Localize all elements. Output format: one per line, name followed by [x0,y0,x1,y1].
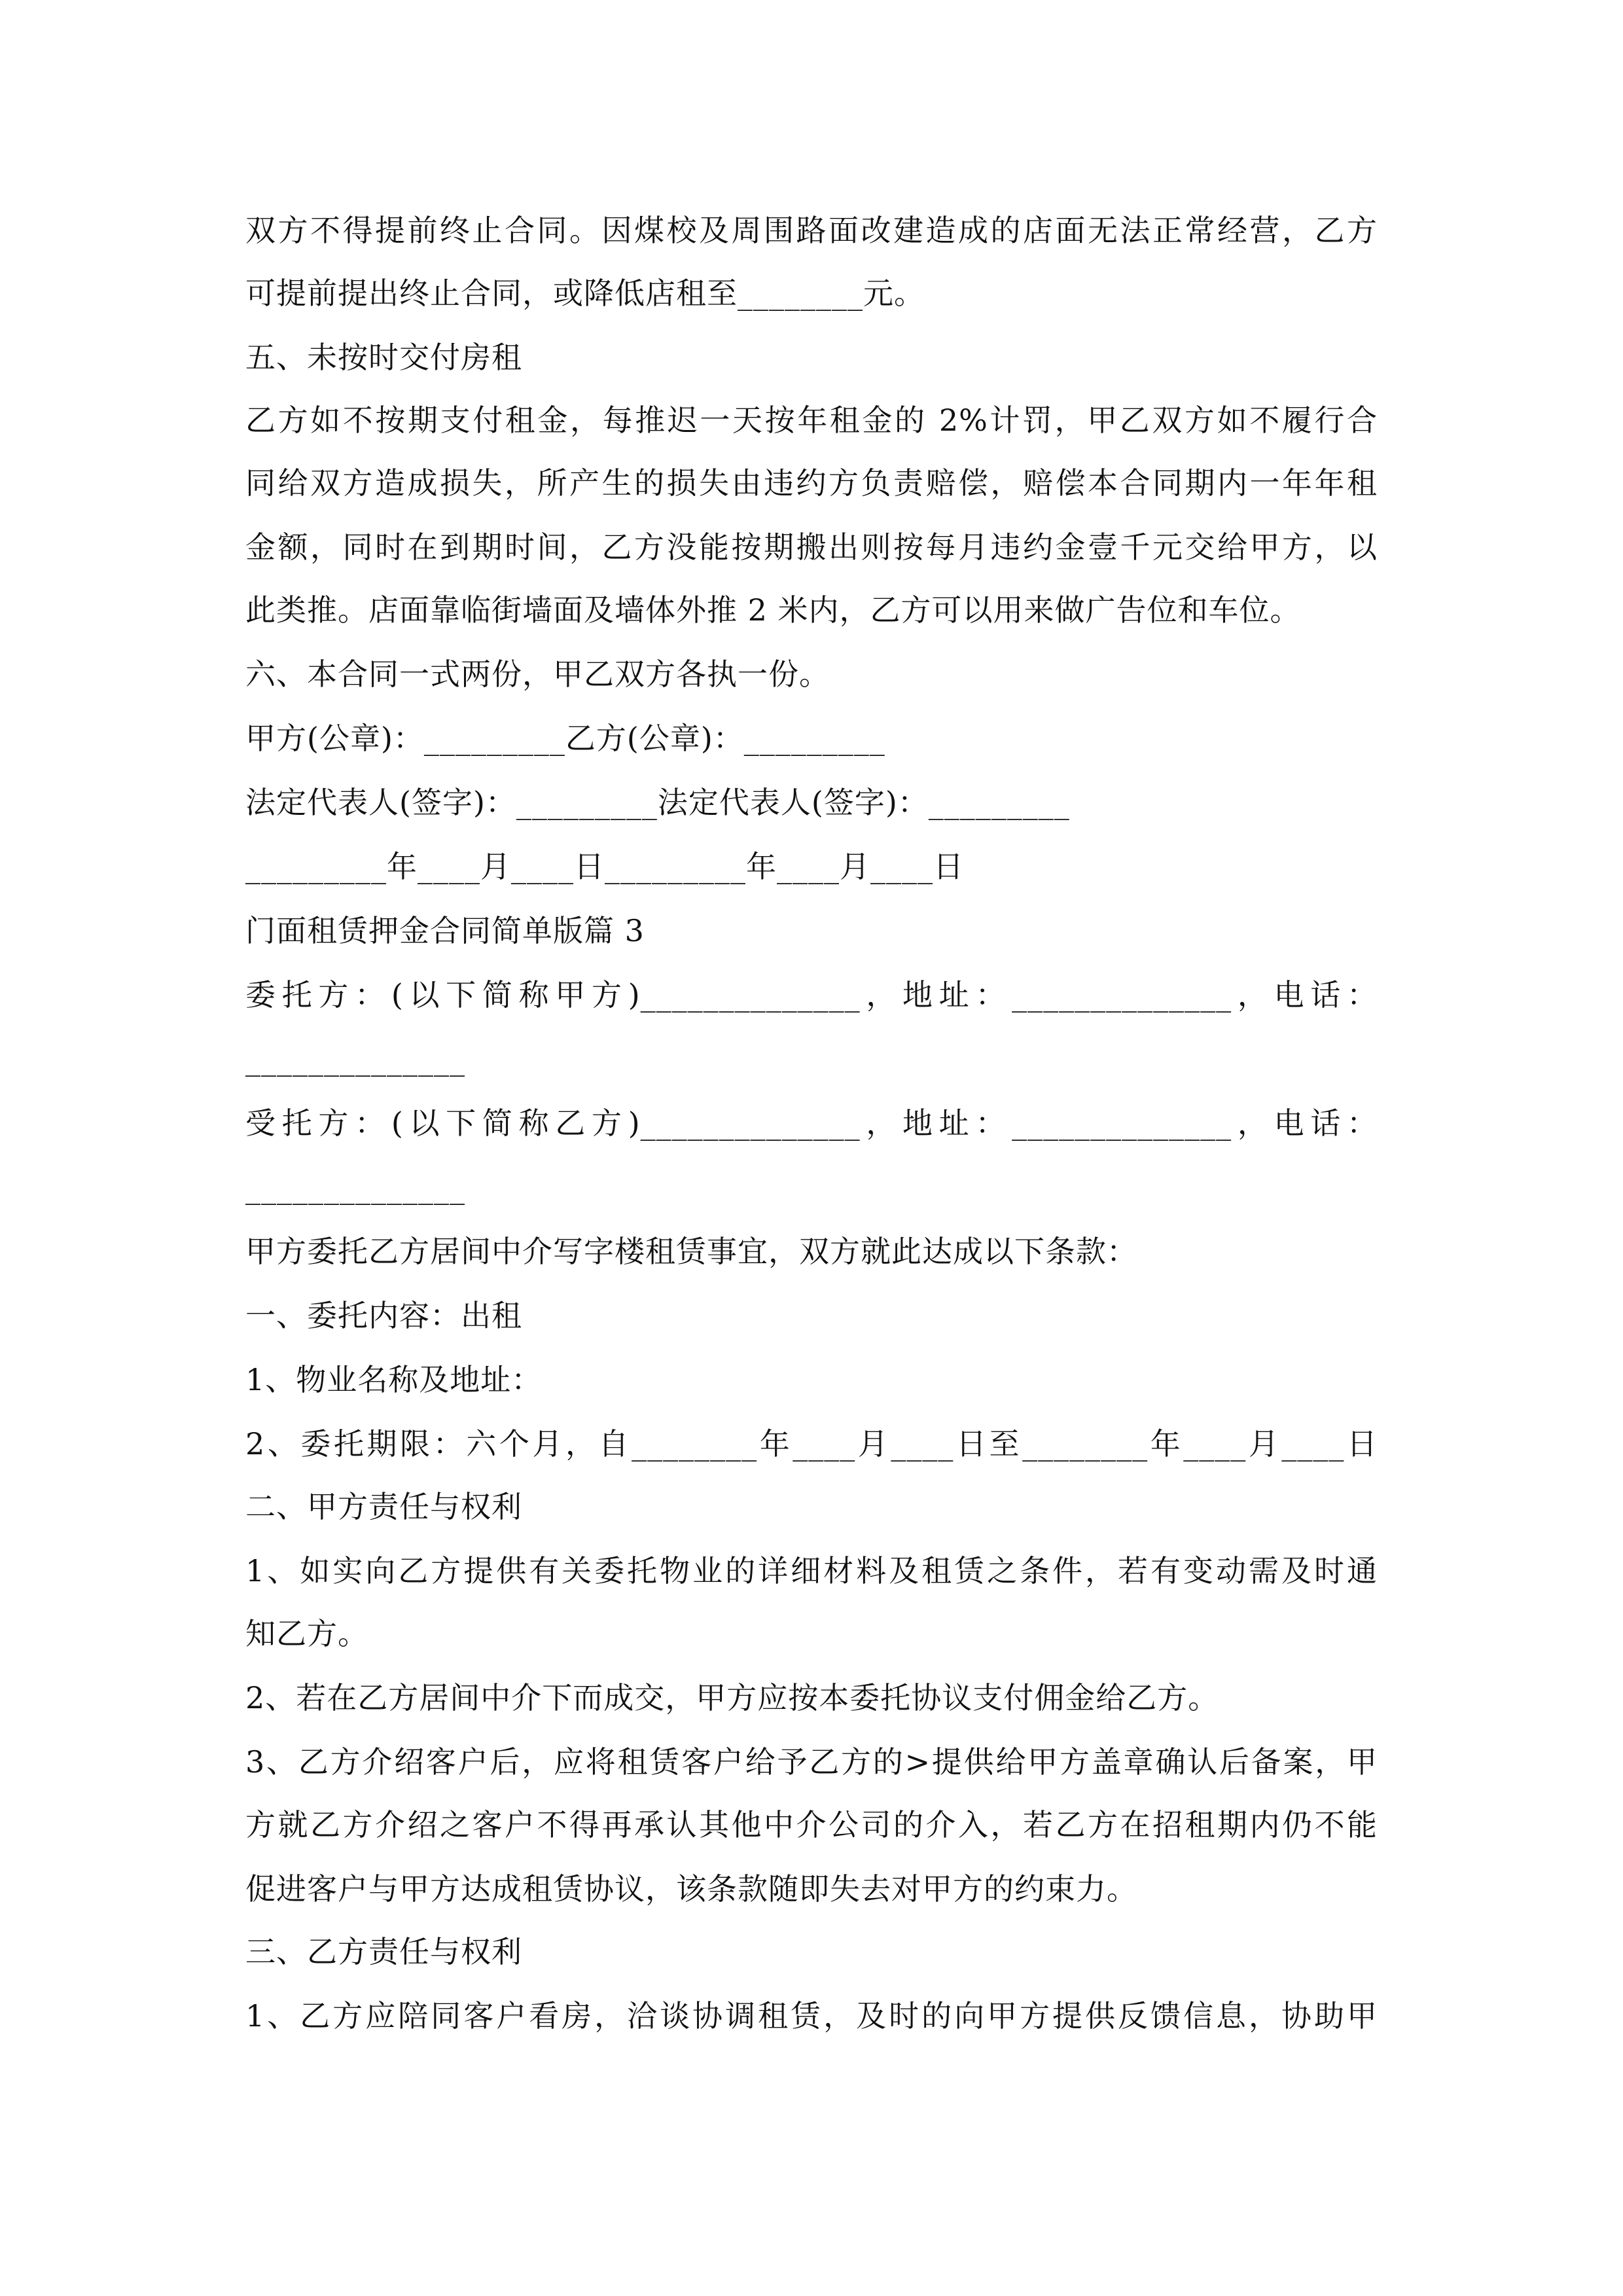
text-line: 委托方：(以下简称甲方)______________，地址：______________，电话： [245,977,1378,1013]
text-line: 2、委托期限：六个月，自________年____月____日至________年____月____日 [245,1426,1378,1462]
text-line: 促进客户与甲方达成租赁协议，该条款随即失去对甲方的约束力。 [245,1871,1137,1907]
section-heading: 二、甲方责任与权利 [245,1489,522,1524]
section-heading: 一、委托内容：出租 [245,1298,522,1333]
document-title: 门面租赁押金合同简单版篇 3 [245,913,645,948]
text-line: 此类推。店面靠临街墙面及墙体外推 2 米内，乙方可以用来做广告位和车位。 [245,592,1301,628]
text-line: 甲方委托乙方居间中介写字楼租赁事宜，双方就此达成以下条款： [245,1234,1137,1269]
section-heading: 三、乙方责任与权利 [245,1934,522,1969]
blank-line: ______________ [245,1041,465,1077]
text-line: 金额，同时在到期时间，乙方没能按期搬出则按每月违约金壹千元交给甲方，以 [245,529,1378,565]
date-line: _________年____月____日_________年____月____日 [245,849,964,884]
text-line: 可提前提出终止合同，或降低店租至________元。 [245,276,925,311]
text-line: 乙方如不按期支付租金，每推迟一天按年租金的 2%计罚，甲乙双方如不履行合 [245,403,1378,438]
text-line: 2、若在乙方居间中介下而成交，甲方应按本委托协议支付佣金给乙方。 [245,1680,1219,1715]
text-line: 3、乙方介绍客户后，应将租赁客户给予乙方的>提供给甲方盖章确认后备案，甲 [245,1744,1378,1780]
signature-line: 法定代表人(签字)：_________法定代表人(签字)：_________ [245,785,1070,820]
text-line: 1、如实向乙方提供有关委托物业的详细材料及租赁之条件，若有变动需及时通 [245,1553,1378,1588]
text-line: 双方不得提前终止合同。因煤校及周围路面改建造成的店面无法正常经营，乙方 [245,213,1378,248]
blank-line: ______________ [245,1170,465,1205]
text-line: 同给双方造成损失，所产生的损失由违约方负责赔偿，赔偿本合同期内一年年租 [245,465,1378,501]
text-line: 方就乙方介绍之客户不得再承认其他中介公司的介入，若乙方在招租期内仍不能 [245,1807,1378,1842]
text-line: 知乙方。 [245,1616,368,1651]
text-line: 1、物业名称及地址： [245,1362,543,1397]
text-line: 受托方：(以下简称乙方)______________，地址：______________，电话： [245,1105,1378,1141]
signature-line: 甲方(公章)：_________乙方(公章)：_________ [245,721,885,756]
text-line: 1、乙方应陪同客户看房，洽谈协调租赁，及时的向甲方提供反馈信息，协助甲 [245,1998,1378,2034]
section-heading: 六、本合同一式两份，甲乙双方各执一份。 [245,656,830,692]
section-heading: 五、未按时交付房租 [245,340,522,375]
